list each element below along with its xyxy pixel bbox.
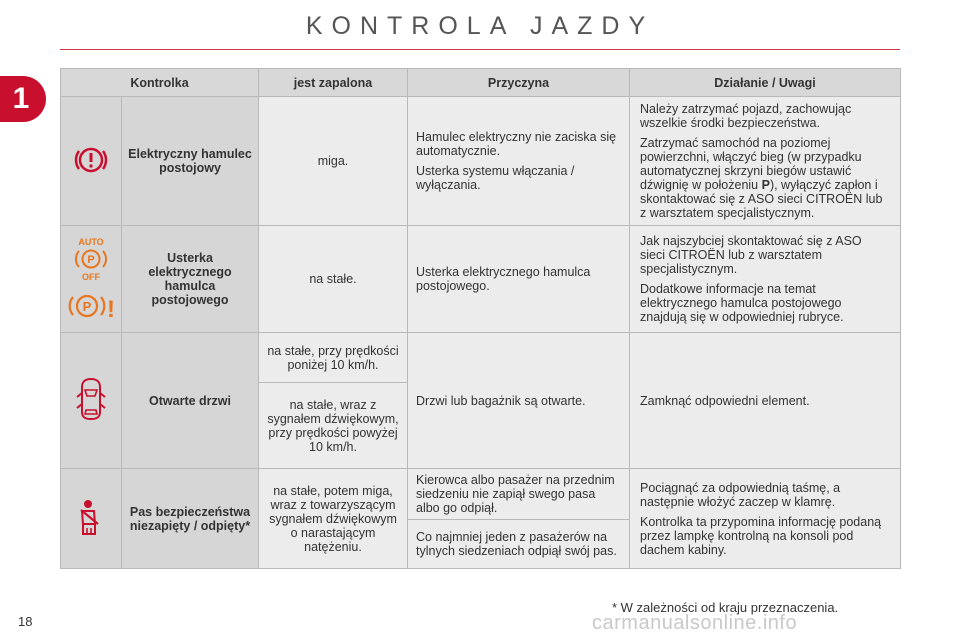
auto-text: AUTO bbox=[78, 237, 104, 247]
gear-position-p: P bbox=[761, 178, 770, 192]
action-text: Jak najszybciej skontaktować się z ASO sieci CITROËN lub z warsztatem specjalistycznym. bbox=[640, 234, 862, 276]
action-cell bbox=[630, 97, 901, 226]
icon-cell bbox=[61, 333, 122, 469]
warning-name: Pas bezpieczeństwa niezapięty / odpięty* bbox=[122, 469, 259, 569]
icon-cell bbox=[61, 469, 122, 569]
warning-name: Usterka elektrycznego hamulca postojowego bbox=[122, 226, 259, 333]
when-lit: na stałe, potem miga, wraz z towarzyszącym sygnałem dźwiękowym o narastającym natężeniu. bbox=[259, 469, 408, 569]
action-text: Należy zatrzymać pojazd, zachowując wszelkie środki bezpieczeństwa. bbox=[640, 102, 852, 130]
action-text-part: ), wyłączyć zapłon i skontaktować się z ASO sieci CITROËN lub z warsztatem specjalistycznym. bbox=[640, 178, 883, 220]
chapter-tab: 1 bbox=[0, 76, 46, 122]
action-text-part: Zatrzymać samochód na poziomej powierzchni, włączyć bieg (w przypadku automatycznej skrzyni biegów ustawić dźwignię w położeniu bbox=[640, 136, 862, 192]
column-header-cause: Przyczyna bbox=[408, 69, 630, 97]
table-row bbox=[61, 97, 901, 226]
off-text: OFF bbox=[82, 272, 100, 282]
icon-cell bbox=[61, 97, 122, 226]
action-text: Dodatkowe informacje na temat elektrycznego hamulca postojowego znajdują się w odpowiedniej rubryce. bbox=[640, 282, 844, 324]
cause-text: Co najmniej jeden z pasażerów na tylnych siedzeniach odpiął swój pas. bbox=[408, 520, 630, 569]
seatbelt-icon bbox=[78, 498, 104, 536]
table-row bbox=[61, 333, 901, 383]
table-header-row bbox=[61, 69, 901, 97]
cause-text: Hamulec elektryczny nie zaciska się automatycznie. bbox=[416, 130, 617, 158]
page-number: 18 bbox=[18, 614, 33, 629]
p-letter: P bbox=[82, 299, 92, 314]
cause-text: Usterka systemu włączania / wyłączania. bbox=[416, 164, 575, 192]
warning-name: Elektryczny hamulec postojowy bbox=[122, 97, 259, 226]
warning-lights-table bbox=[60, 68, 901, 569]
footnote: * W zależności od kraju przeznaczenia. bbox=[612, 600, 839, 615]
parking-brake-fault-icon bbox=[65, 290, 117, 322]
cause-text: Kierowca albo pasażer na przednim siedzeniu nie zapiął swego pasa albo go odpiął. bbox=[408, 469, 630, 520]
page-title: KONTROLA JAZDY bbox=[305, 12, 655, 40]
icon-cell bbox=[61, 226, 122, 333]
open-door-icon bbox=[76, 376, 106, 422]
table-row bbox=[61, 226, 901, 333]
action-cell bbox=[630, 469, 901, 569]
when-lit: na stałe, przy prędkości poniżej 10 km/h. bbox=[259, 333, 408, 383]
parking-brake-auto-off-icon bbox=[69, 236, 113, 282]
column-header-when: jest zapalona bbox=[259, 69, 408, 97]
p-letter: P bbox=[87, 254, 95, 266]
exclamation-mark: ! bbox=[107, 296, 115, 322]
action-text: Pociągnąć za odpowiednią taśmę, a następnie włożyć zaczep w klamrę. bbox=[640, 480, 841, 509]
action-text: Zamknąć odpowiedni element. bbox=[630, 333, 901, 469]
warning-name: Otwarte drzwi bbox=[122, 333, 259, 469]
when-lit: na stałe. bbox=[259, 226, 408, 333]
cause-cell bbox=[408, 97, 630, 226]
when-lit: miga. bbox=[259, 97, 408, 226]
action-text bbox=[640, 136, 890, 220]
cause-text: Drzwi lub bagażnik są otwarte. bbox=[408, 333, 630, 469]
table-row bbox=[61, 469, 901, 520]
column-header-kontrolka: Kontrolka bbox=[61, 69, 259, 97]
title-divider bbox=[60, 49, 900, 50]
column-header-action: Działanie / Uwagi bbox=[630, 69, 901, 97]
watermark: carmanualsonline.info bbox=[592, 612, 798, 634]
action-text: Kontrolka ta przypomina informację podaną przez lampkę kontrolną na konsoli pod dachem kabiny. bbox=[640, 514, 882, 557]
brake-warning-icon bbox=[73, 143, 109, 177]
when-lit: na stałe, wraz z sygnałem dźwiękowym, przy prędkości powyżej 10 km/h. bbox=[259, 383, 408, 469]
action-cell bbox=[630, 226, 901, 333]
cause-text: Usterka elektrycznego hamulca postojowego. bbox=[408, 226, 630, 333]
